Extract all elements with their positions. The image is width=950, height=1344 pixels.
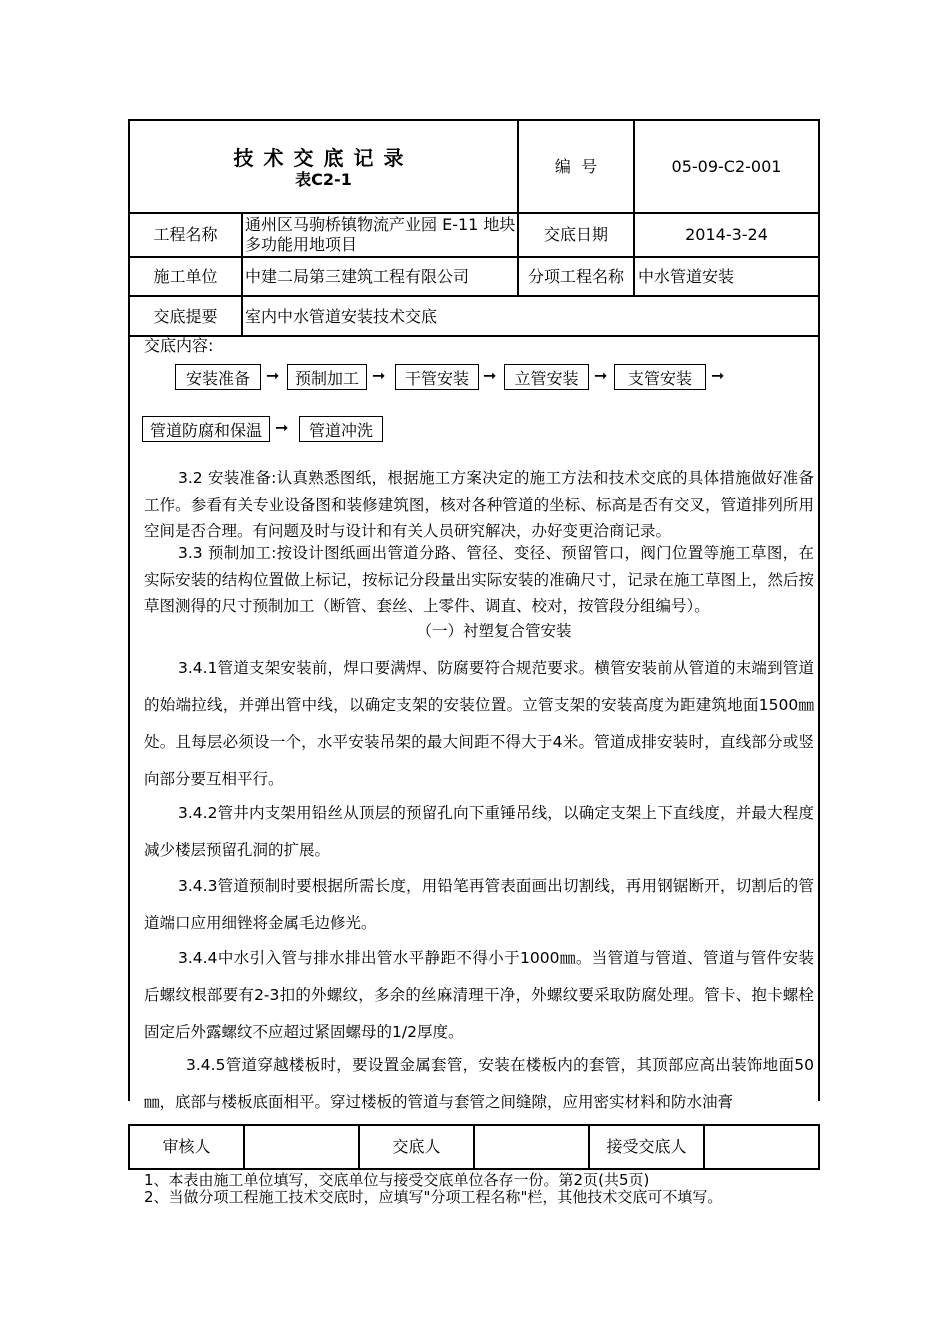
date-label: 交底日期 <box>543 225 608 244</box>
flow-step: 支管安装 <box>614 364 706 390</box>
subproject-label: 分项工程名称 <box>527 266 624 286</box>
flow-step: 预制加工 <box>287 364 367 390</box>
arrow-icon: ➞ <box>275 418 289 437</box>
col-divider <box>633 256 635 295</box>
code-label: 编 号 <box>554 156 598 176</box>
col-divider <box>241 212 243 337</box>
code-value: 05-09-C2-001 <box>671 156 782 176</box>
contractor-label: 施工单位 <box>153 266 218 286</box>
arrow-icon: ➞ <box>483 366 497 385</box>
date-value: 2014-3-24 <box>685 225 768 244</box>
paragraph-3-4-5: 3.4.5管道穿越楼板时，要设置金属套管，安装在楼板内的套管，其顶部应高出装饰地面50㎜，底部与楼板底面相平。穿过楼板的管道与套管之间缝隙，应用密实材料和防水油膏 <box>144 1056 814 1111</box>
receiver-value <box>705 1126 818 1168</box>
summary-label: 交底提要 <box>153 307 218 326</box>
reviewer-label: 审核人 <box>162 1137 211 1156</box>
document-title: 技术交底记录 <box>233 146 414 170</box>
paragraph-3-4-2: 3.4.2管井内支架用铅丝从顶层的预留孔向下重锤吊线，以确定支架上下直线度，并最大程度减少楼层预留孔洞的扩展。 <box>144 804 814 859</box>
paragraph-3-4-4: 3.4.4中水引入管与排水排出管水平静距不得小于1000㎜。当管道与管道、管道与管件安装后螺纹根部要有2-3扣的外螺纹，多余的丝麻清理干净，外螺纹要采取防腐处理。管卡、抱卡螺栓固定后外露螺纹不应超过紧固螺母的1/2厚度。 <box>144 949 814 1041</box>
flow-step: 管道防腐和保温 <box>142 416 270 442</box>
discloser-label: 交底人 <box>392 1137 441 1156</box>
contractor-value: 中建二局第三建筑工程有限公司 <box>245 266 470 286</box>
content-label: 交底内容: <box>144 336 214 355</box>
footnote-2: 2、当做分项工程施工技术交底时，应填写"分项工程名称"栏，其他技术交底可不填写。 <box>144 1188 723 1206</box>
summary-value: 室内中水管道安装技术交底 <box>245 307 438 326</box>
paragraph-3-4-3: 3.4.3管道预制时要根据所需长度，用铅笔再管表面画出切割线，再用钢锯断开，切割后的管道端口应用细锉将金属毛边修光。 <box>144 877 814 932</box>
discloser-value <box>475 1126 588 1168</box>
section-title: （一）衬塑复合管安装 <box>416 622 572 640</box>
content-border-right <box>818 337 820 1101</box>
flow-step: 安装准备 <box>175 364 261 390</box>
arrow-icon: ➞ <box>711 366 725 385</box>
footnote-1: 1、本表由施工单位填写，交底单位与接受交底单位各存一份。第2页(共5页) <box>144 1171 650 1189</box>
paragraph-3-2: 3.2 安装准备:认真熟悉图纸，根据施工方案决定的施工方法和技术交底的具体措施做好准备工作。参看有关专业设备图和装修建筑图，核对各种管道的坐标、标高是否有交叉，管道排列所用空间是否合理。有问题及时与设计和有关人员研究解决，办好变更洽商记录。 <box>144 469 814 540</box>
flow-step: 立管安装 <box>504 364 589 390</box>
flow-step: 干管安装 <box>395 364 479 390</box>
arrow-icon: ➞ <box>266 366 280 385</box>
arrow-icon: ➞ <box>594 366 608 385</box>
paragraph-3-3: 3.3 预制加工:按设计图纸画出管道分路、管径、变径、预留管口，阀门位置等施工草图，在实际安装的结构位置做上标记，按标记分段量出实际安装的准确尺寸，记录在施工草图上，然后按草图测得的尺寸预制加工（断管、套丝、上零件、调直、校对，按管段分组编号）。 <box>144 544 814 615</box>
arrow-icon: ➞ <box>372 366 386 385</box>
flow-step: 管道冲洗 <box>299 416 383 442</box>
reviewer-value <box>245 1126 358 1168</box>
content-border-left <box>128 337 130 1101</box>
paragraph-3-4-1: 3.4.1管道支架安装前，焊口要满焊、防腐要符合规范要求。横管安装前从管道的末端到管道的始端拉线，并弹出管中线，以确定支架的安装位置。立管支架的安装高度为距建筑地面1500㎜处。且每层必须设一个，水平安装吊架的最大间距不得大于4米。管道成排安装时，直线部分或竖向部分要互相平行。 <box>144 659 814 788</box>
form-number: 表C2-1 <box>295 170 352 189</box>
subproject-value: 中水管道安装 <box>638 266 735 286</box>
receiver-label: 接受交底人 <box>606 1137 687 1156</box>
project-name-value: 通州区马驹桥镇物流产业园 E-11 地块多功能用地项目 <box>245 215 516 254</box>
project-name-label: 工程名称 <box>153 225 218 244</box>
